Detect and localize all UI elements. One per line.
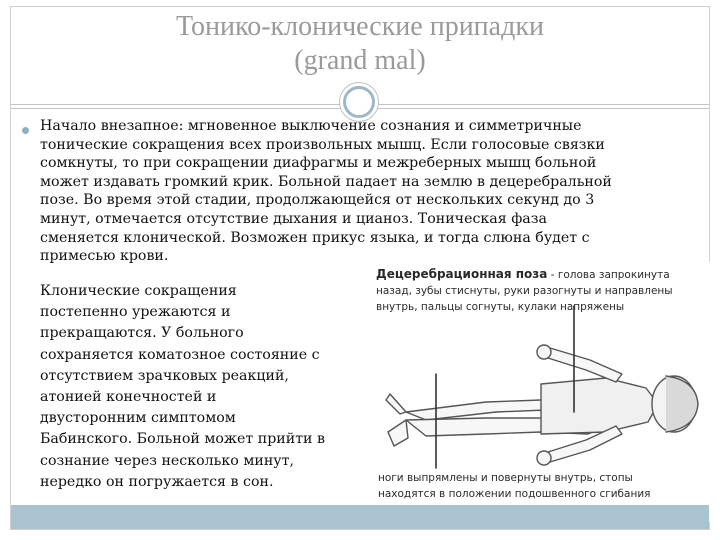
text-line: сохраняется коматозное состояние с [40, 346, 320, 363]
title-line-2: (grand mal) [294, 45, 426, 76]
text-line: отсутствием зрачковых реакций, [40, 367, 289, 384]
foot-upper [386, 394, 406, 414]
text-line: постепенно урежаются и [40, 304, 231, 321]
slide-title [10, 10, 710, 78]
figure-caption-bottom [378, 470, 708, 502]
text-line: минут, отмечается отсутствие дыхания и цианоз. Тоническая фаза [40, 210, 547, 227]
text-line: сменяется клонической. Возможен прикус языка, и тогда слюна будет с [40, 229, 590, 246]
text-line: атонией конечностей и [40, 389, 217, 406]
fist-lower [537, 451, 551, 465]
caption-line: ноги выпрямлены и повернуты внутрь, стопы [378, 472, 633, 484]
text-line: Бабинского. Больной может прийти в [40, 431, 325, 448]
fist-upper [537, 345, 551, 359]
text-line: прекращаются. У больного [40, 325, 244, 342]
text-line: двусторонним симптомом [40, 410, 236, 427]
text-line: тонические сокращения всех произвольных мышц. Если голосовые связки [40, 136, 605, 153]
text-line: сознание через несколько минут, [40, 452, 294, 469]
text-line: позе. Во время этой стадии, продолжающейся от нескольких секунд до 3 [40, 192, 595, 209]
torso [541, 378, 658, 434]
text-line: может издавать громкий крик. Больной падает на землю в децеребральной [40, 173, 612, 190]
hair [666, 376, 698, 432]
bullet-icon [22, 127, 29, 134]
footer-accent-bar [11, 505, 709, 529]
foot-lower [388, 420, 408, 446]
caption-line: находятся в положении подошвенного сгибания [378, 488, 651, 500]
decerebrate-posture-figure [366, 262, 710, 522]
text-line: сомкнуты, то при сокращении диафрагмы и межреберных мышц больной [40, 155, 597, 172]
paragraph-onset [40, 117, 712, 266]
text-line: нередко он погружается в сон. [40, 473, 274, 490]
caption-heading: Децеребрационная поза [376, 267, 548, 281]
divider-ring-inner [343, 86, 375, 118]
arm-upper [542, 348, 622, 382]
caption-line: назад, зубы стиснуты, руки разогнуты и направлены [376, 285, 673, 297]
title-line-1: Тонико-клонические припадки [176, 11, 544, 42]
caption-heading-rest: - голова запрокинута [547, 269, 670, 281]
text-line: Начало внезапное: мгновенное выключение сознания и симметричные [40, 118, 582, 134]
text-line: Клонические сокращения [40, 283, 237, 299]
text-line: примесью крови. [40, 248, 169, 265]
paragraph-clonic [40, 281, 365, 493]
caption-line: внутрь, пальцы согнуты, кулаки напряжены [376, 301, 625, 313]
